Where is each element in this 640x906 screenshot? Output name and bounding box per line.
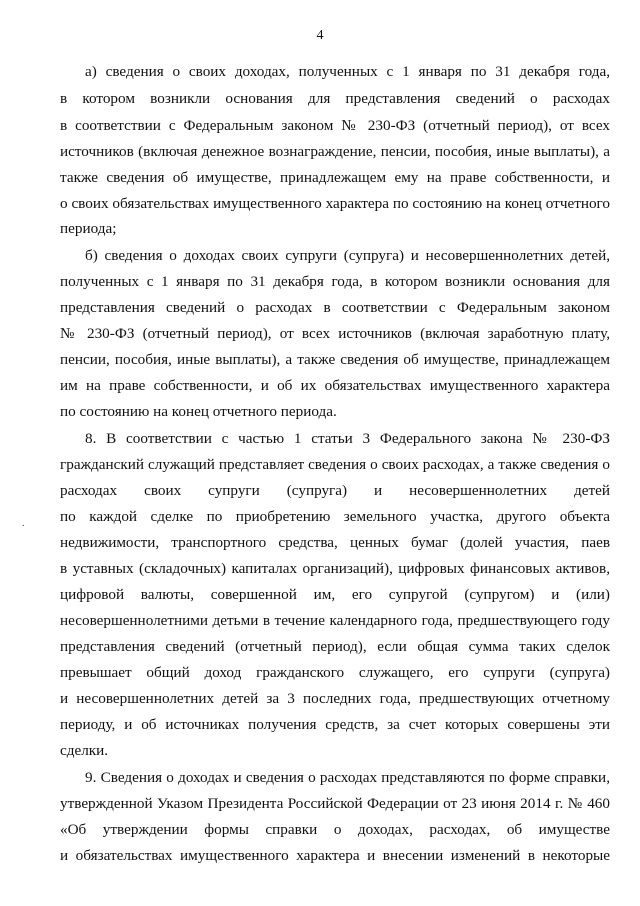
text-line: б) сведения о доходах своих супруги (супруга) и несовершеннолетних детей, bbox=[85, 247, 610, 264]
page-number: 4 bbox=[316, 28, 324, 43]
text-line: гражданский служащий представляет сведения о своих расходах, а также сведения о bbox=[60, 456, 610, 473]
text-line: несовершеннолетними детьми в течение календарного года, предшествующего году bbox=[60, 612, 610, 629]
text-line: 9. Сведения о доходах и сведения о расходах представляются по форме справки, bbox=[85, 769, 610, 786]
text-line: в соответствии с Федеральным законом № 230-ФЗ (отчетный период), от всех bbox=[60, 117, 610, 134]
text-line: периода; bbox=[60, 220, 117, 237]
text-line: в уставных (складочных) капиталах организаций), цифровых финансовых активов, bbox=[60, 560, 610, 577]
text-line: по каждой сделке по приобретению земельного участка, другого объекта bbox=[60, 508, 610, 525]
text-line: превышает общий доход гражданского служащего, его супруги (супруга) bbox=[60, 664, 610, 681]
text-line: источников (включая денежное вознаграждение, пенсии, пособия, иные выплаты), а bbox=[60, 143, 610, 160]
margin-mark: . bbox=[22, 518, 25, 529]
text-line: «Об утверждении формы справки о доходах, расходах, об имуществе bbox=[60, 821, 610, 838]
text-line: и несовершеннолетних детей за 3 последних года, предшествующих отчетному bbox=[60, 690, 610, 707]
text-line: сделки. bbox=[60, 742, 109, 759]
text-line: в котором возникли основания для представления сведений о расходах bbox=[60, 90, 610, 107]
text-line: № 230-ФЗ (отчетный период), от всех источников (включая заработную плату, bbox=[60, 325, 610, 342]
text-line: утвержденной Указом Президента Российской Федерации от 23 июня 2014 г. № 460 bbox=[60, 795, 610, 812]
text-line: представления сведений о расходах в соответствии с Федеральным законом bbox=[60, 299, 610, 316]
text-line: и обязательствах имущественного характера и внесении изменений в некоторые bbox=[60, 847, 610, 864]
text-line: полученных с 1 января по 31 декабря года, в котором возникли основания для bbox=[60, 273, 610, 290]
text-line: по состоянию на конец отчетного периода. bbox=[60, 403, 337, 420]
text-line: о своих обязательствах имущественного характера по состоянию на конец отчетного bbox=[60, 195, 610, 212]
text-line: представления сведений (отчетный период), если общая сумма таких сделок bbox=[60, 638, 610, 655]
text-line: 8. В соответствии с частью 1 статьи 3 Федерального закона № 230-ФЗ bbox=[85, 430, 610, 447]
text-line: также сведения об имуществе, принадлежащем ему на праве собственности, и bbox=[60, 169, 610, 186]
text-line: цифровой валюты, совершенной им, его супругой (супругом) и (или) bbox=[60, 586, 610, 603]
text-line: расходах своих супруги (супруга) и несовершеннолетних детей bbox=[60, 482, 610, 499]
text-line: недвижимости, транспортного средства, ценных бумаг (долей участия, паев bbox=[60, 534, 610, 551]
text-line: пенсии, пособия, иные выплаты), а также сведения об имуществе, принадлежащем bbox=[60, 351, 610, 368]
text-line: а) сведения о своих доходах, полученных с 1 января по 31 декабря года, bbox=[85, 63, 610, 80]
text-line: периоду, и об источниках получения средств, за счет которых совершены эти bbox=[60, 716, 610, 733]
text-line: им на праве собственности, и об их обязательствах имущественного характера bbox=[60, 377, 610, 394]
